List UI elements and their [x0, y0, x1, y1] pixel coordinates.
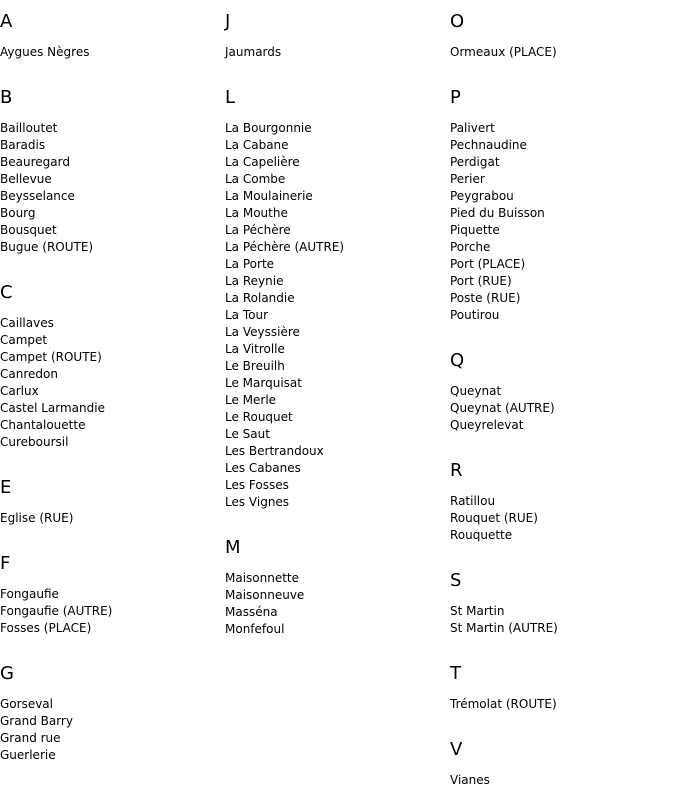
- street-link[interactable]: Gorseval: [0, 697, 53, 711]
- street-link[interactable]: Les Cabanes: [225, 461, 301, 475]
- street-link[interactable]: Canredon: [0, 367, 58, 381]
- section-letter-heading: P: [450, 87, 461, 108]
- street-list: [450, 120, 675, 324]
- section-letter-heading: S: [450, 570, 462, 591]
- street-link[interactable]: Vianes: [450, 773, 490, 787]
- letter-section: [450, 728, 675, 789]
- section-letter-heading: V: [450, 739, 463, 760]
- street-link[interactable]: Beysselance: [0, 189, 75, 203]
- street-link[interactable]: Fosses (PLACE): [0, 621, 92, 635]
- street-link[interactable]: Baradis: [0, 138, 46, 152]
- street-link[interactable]: Masséna: [225, 605, 278, 619]
- street-link[interactable]: Pied du Buisson: [450, 206, 545, 220]
- street-list: [0, 315, 225, 451]
- section-letter-heading: L: [225, 87, 236, 108]
- letter-section: [450, 559, 675, 637]
- letter-section: [0, 271, 225, 451]
- letter-section: [450, 76, 675, 324]
- index-column-3: [450, 0, 675, 804]
- street-link[interactable]: Port (PLACE): [450, 257, 526, 271]
- street-link[interactable]: La Bourgonnie: [225, 121, 312, 135]
- street-link[interactable]: La Mouthe: [225, 206, 288, 220]
- street-link[interactable]: Fongaufie (AUTRE): [0, 604, 113, 618]
- street-link[interactable]: Peygrabou: [450, 189, 514, 203]
- section-letter-heading: Q: [450, 350, 465, 371]
- letter-section: [0, 0, 225, 61]
- street-link[interactable]: La Porte: [225, 257, 275, 271]
- street-link[interactable]: Port (RUE): [450, 274, 512, 288]
- street-list: [450, 383, 675, 434]
- street-list: [450, 603, 675, 637]
- street-link[interactable]: Maisonneuve: [225, 588, 305, 602]
- section-letter-heading: T: [450, 663, 461, 684]
- street-link[interactable]: La Tour: [225, 308, 269, 322]
- street-link[interactable]: Guerlerie: [0, 748, 56, 762]
- street-link[interactable]: Le Saut: [225, 427, 270, 441]
- street-link[interactable]: Piquette: [450, 223, 500, 237]
- street-link[interactable]: Fongaufie: [0, 587, 59, 601]
- street-list: [225, 120, 450, 511]
- street-link[interactable]: Chantalouette: [0, 418, 86, 432]
- street-link[interactable]: Caillaves: [0, 316, 54, 330]
- section-letter-heading: O: [450, 11, 465, 32]
- letter-section: [450, 0, 675, 61]
- letter-section: [0, 466, 225, 527]
- street-link[interactable]: St Martin (AUTRE): [450, 621, 558, 635]
- street-link[interactable]: Le Marquisat: [225, 376, 302, 390]
- street-list: [225, 44, 450, 61]
- street-link[interactable]: Rouquet (RUE): [450, 511, 538, 525]
- street-list: [225, 570, 450, 638]
- street-link[interactable]: La Rolandie: [225, 291, 295, 305]
- street-link[interactable]: Jaumards: [225, 45, 282, 59]
- street-list: [450, 493, 675, 544]
- section-letter-heading: J: [225, 11, 231, 32]
- section-letter-heading: B: [0, 87, 13, 108]
- section-letter-heading: E: [0, 477, 12, 498]
- letter-section: [0, 542, 225, 637]
- street-link[interactable]: Ormeaux (PLACE): [450, 45, 557, 59]
- street-link[interactable]: Maisonnette: [225, 571, 300, 585]
- street-link[interactable]: Porche: [450, 240, 491, 254]
- street-link[interactable]: Castel Larmandie: [0, 401, 105, 415]
- letter-section: [0, 76, 225, 256]
- street-link[interactable]: Les Fosses: [225, 478, 289, 492]
- street-link[interactable]: St Martin: [450, 604, 505, 618]
- street-link[interactable]: Bourg: [0, 206, 36, 220]
- letter-section: [450, 449, 675, 544]
- street-link[interactable]: Les Vignes: [225, 495, 290, 509]
- letter-section: [0, 652, 225, 764]
- section-letter-heading: C: [0, 282, 13, 303]
- street-link[interactable]: Trémolat (ROUTE): [450, 697, 557, 711]
- street-link[interactable]: Cureboursil: [0, 435, 69, 449]
- letter-section: [450, 652, 675, 713]
- street-link[interactable]: Grand rue: [0, 731, 61, 745]
- street-list: [0, 586, 225, 637]
- section-letter-heading: A: [0, 11, 13, 32]
- street-link[interactable]: La Péchère (AUTRE): [225, 240, 345, 254]
- street-link[interactable]: Grand Barry: [0, 714, 73, 728]
- letter-section: [450, 339, 675, 434]
- section-letter-heading: F: [0, 553, 11, 574]
- street-link[interactable]: Pechnaudine: [450, 138, 527, 152]
- street-link[interactable]: Campet: [0, 333, 48, 347]
- street-list: [0, 44, 225, 61]
- street-link[interactable]: La Capelière: [225, 155, 300, 169]
- street-link[interactable]: Monfefoul: [225, 622, 285, 636]
- letter-section: [225, 0, 450, 61]
- street-link[interactable]: Palivert: [450, 121, 495, 135]
- street-link[interactable]: Bugue (ROUTE): [0, 240, 94, 254]
- street-link[interactable]: La Combe: [225, 172, 286, 186]
- street-link[interactable]: Rouquette: [450, 528, 513, 542]
- street-link[interactable]: Queynat: [450, 384, 502, 398]
- index-column-1: [0, 0, 225, 779]
- street-link[interactable]: Bousquet: [0, 223, 57, 237]
- street-link[interactable]: Les Bertrandoux: [225, 444, 324, 458]
- section-letter-heading: M: [225, 537, 241, 558]
- street-link[interactable]: Ratillou: [450, 494, 496, 508]
- street-link[interactable]: La Cabane: [225, 138, 289, 152]
- street-link[interactable]: Le Rouquet: [225, 410, 293, 424]
- street-link[interactable]: La Vitrolle: [225, 342, 285, 356]
- letter-section: [225, 526, 450, 638]
- section-letter-heading: G: [0, 663, 14, 684]
- street-link[interactable]: Bellevue: [0, 172, 52, 186]
- street-link[interactable]: Poste (RUE): [450, 291, 521, 305]
- street-list: [450, 44, 675, 61]
- street-link[interactable]: Aygues Nègres: [0, 45, 90, 59]
- street-list: [0, 120, 225, 256]
- street-link[interactable]: Bailloutet: [0, 121, 58, 135]
- street-link[interactable]: Perier: [450, 172, 485, 186]
- street-link[interactable]: La Reynie: [225, 274, 284, 288]
- letter-section: [225, 76, 450, 511]
- street-link[interactable]: Beauregard: [0, 155, 70, 169]
- street-link[interactable]: Le Breuilh: [225, 359, 285, 373]
- street-list: [450, 772, 675, 789]
- street-link[interactable]: Queyrelevat: [450, 418, 524, 432]
- street-link[interactable]: Queynat (AUTRE): [450, 401, 555, 415]
- street-link[interactable]: Carlux: [0, 384, 39, 398]
- street-link[interactable]: La Veyssière: [225, 325, 300, 339]
- street-link[interactable]: Perdigat: [450, 155, 500, 169]
- street-list: [450, 696, 675, 713]
- street-link[interactable]: Le Merle: [225, 393, 277, 407]
- street-link[interactable]: Poutirou: [450, 308, 500, 322]
- street-link[interactable]: La Péchère: [225, 223, 291, 237]
- street-list: [0, 696, 225, 764]
- index-column-2: [225, 0, 450, 653]
- street-link[interactable]: Campet (ROUTE): [0, 350, 102, 364]
- street-link[interactable]: La Moulainerie: [225, 189, 313, 203]
- street-link[interactable]: Eglise (RUE): [0, 511, 74, 525]
- section-letter-heading: R: [450, 460, 463, 481]
- street-list: [0, 510, 225, 527]
